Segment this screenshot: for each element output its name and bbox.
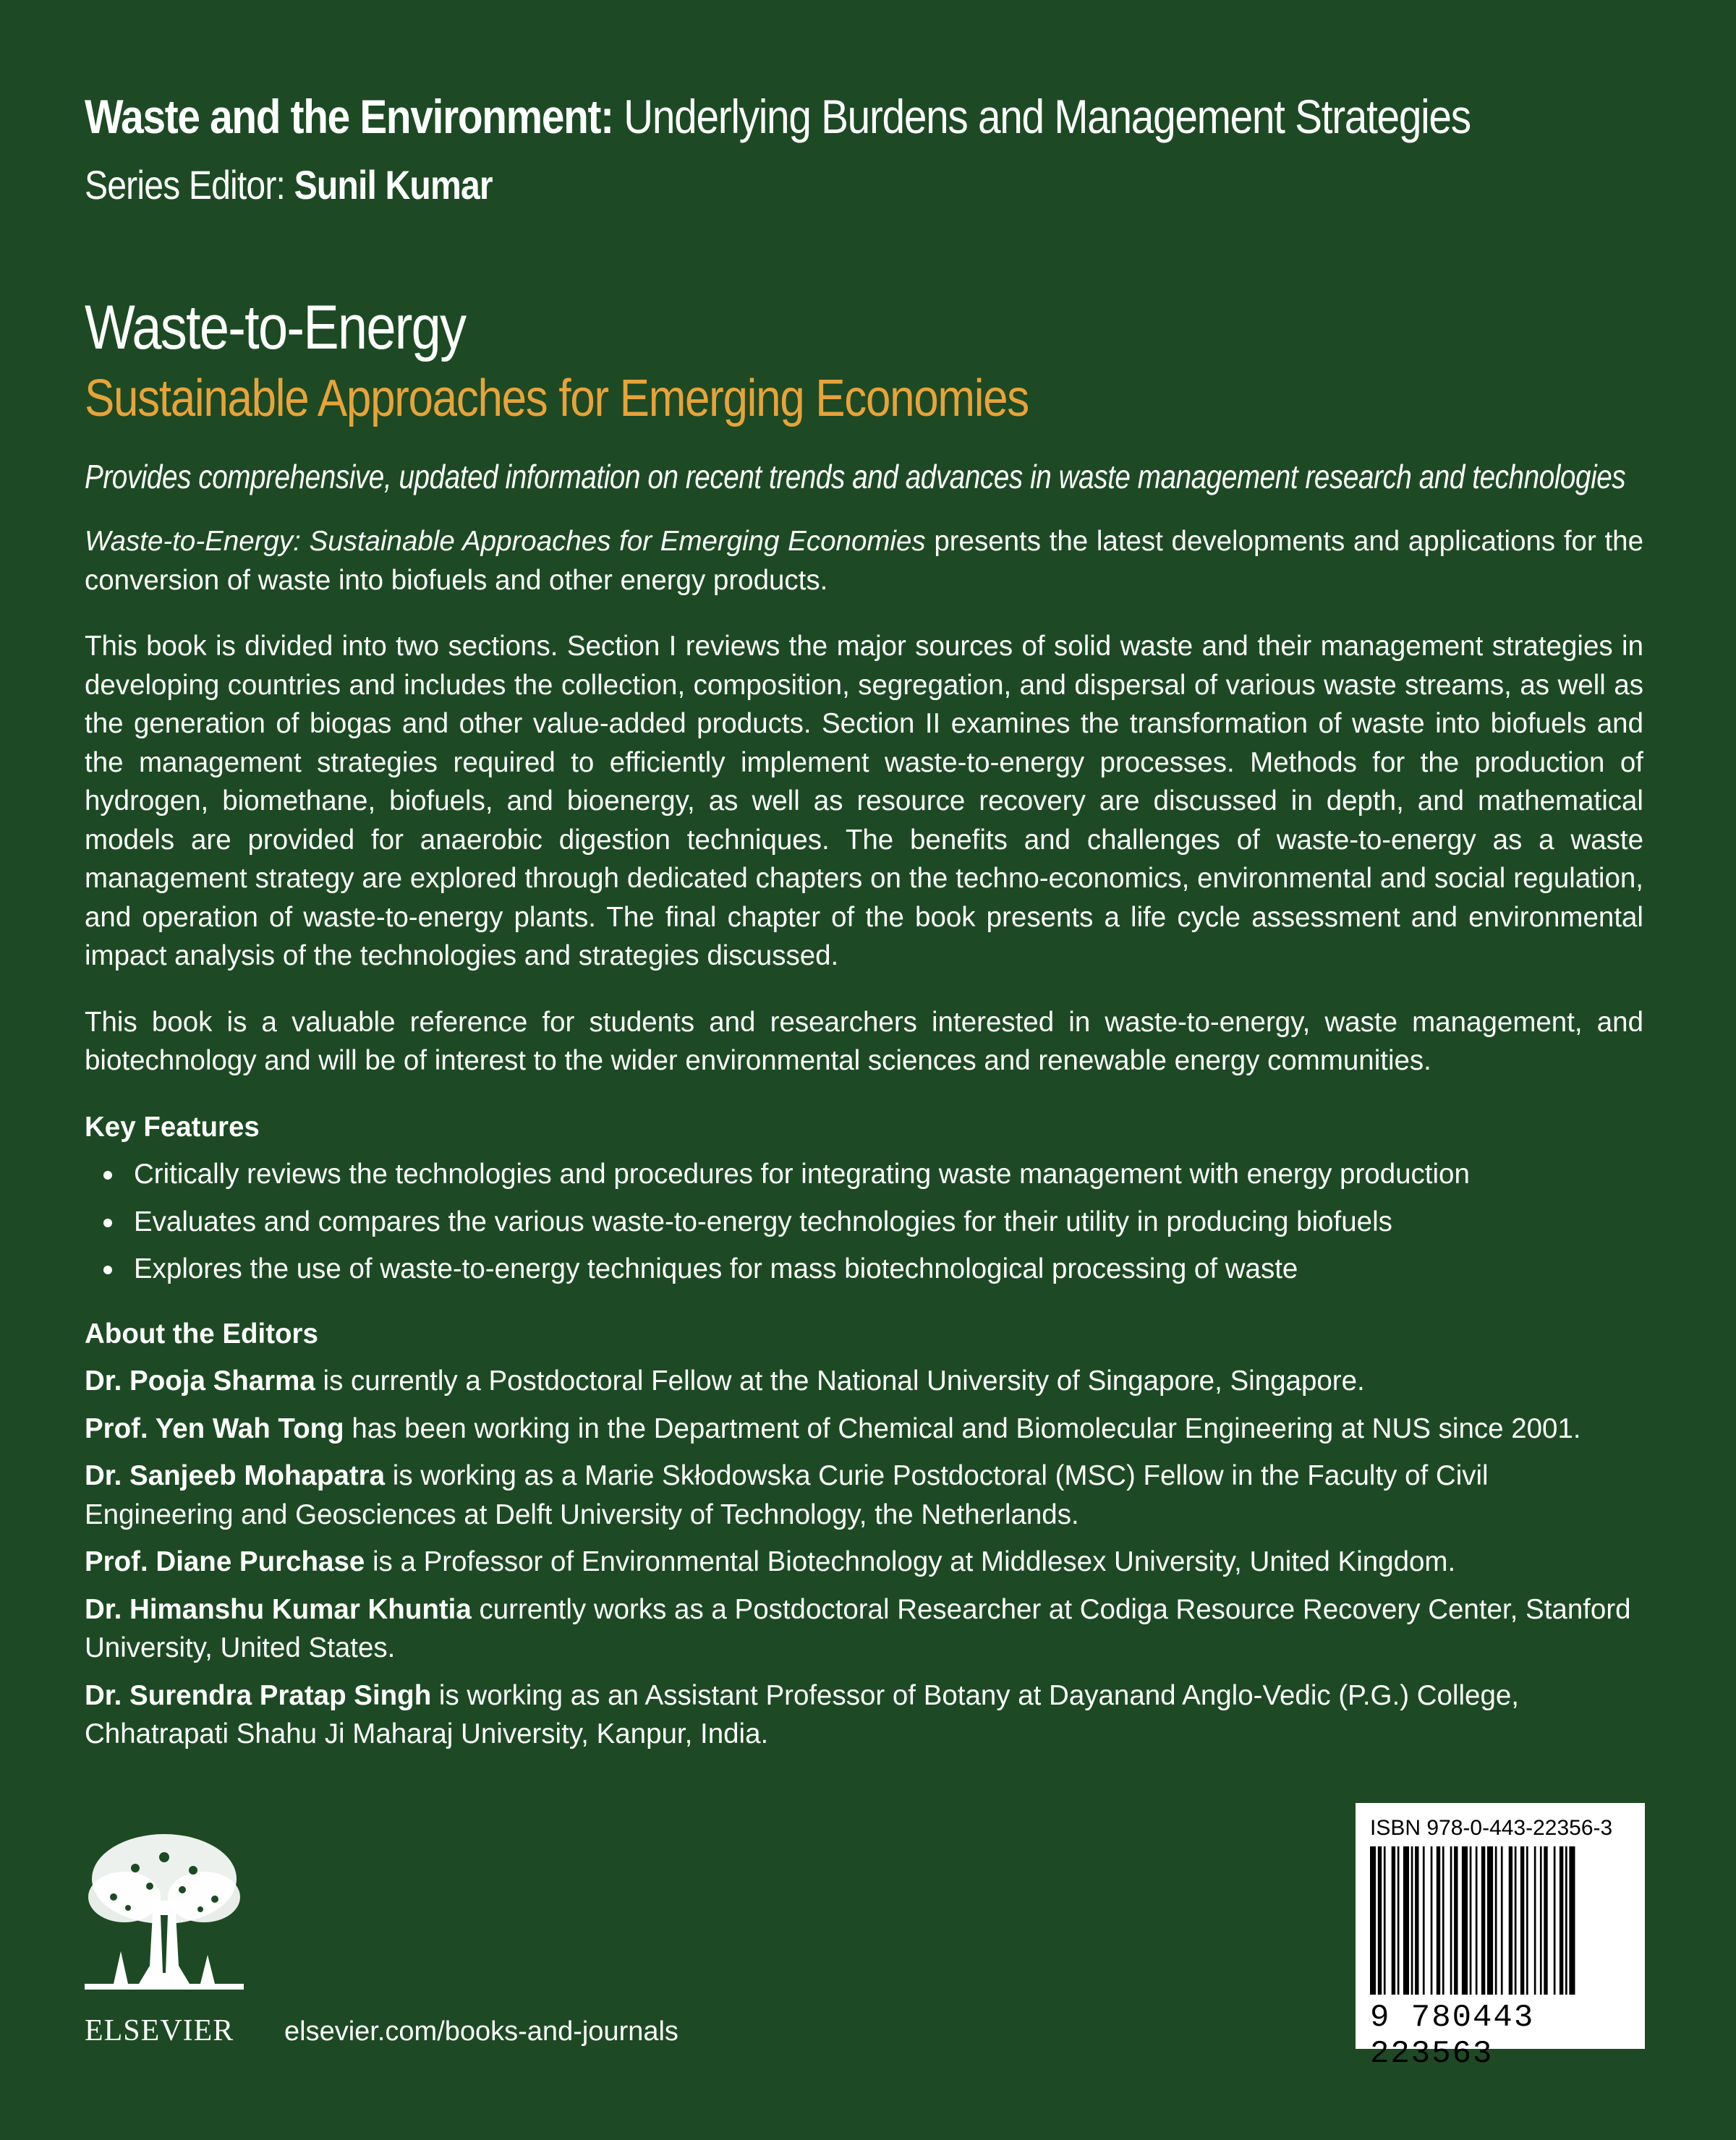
editor-entry: Dr. Pooja Sharma is currently a Postdoctoral Fellow at the National University of Singapore, Singapore. — [85, 1365, 1365, 1397]
editor-entry: Prof. Yen Wah Tong has been working in the Department of Chemical and Biomolecular Engineering at NUS since 2001. — [85, 1412, 1581, 1444]
book-subtitle: Sustainable Approaches for Emerging Economies — [85, 370, 1029, 427]
editor-entry: Prof. Diane Purchase is a Professor of Environmental Biotechnology at Middlesex University, United Kingdom. — [85, 1546, 1456, 1577]
barcode-number: 9 780443 223563 — [1370, 2000, 1535, 2072]
description-intro: Waste-to-Energy: Sustainable Approaches for Emerging Economies presents the latest developments and applications for the conversion of waste into biofuels and other energy products. — [85, 526, 1643, 596]
elsevier-tree-logo — [85, 1828, 244, 2009]
elsevier-wordmark: ELSEVIER — [85, 2014, 234, 2047]
series-title: Waste and the Environment: Underlying Burdens and Management Strategies — [85, 90, 1471, 143]
about-editors-heading: About the Editors — [85, 1318, 318, 1350]
key-features-list — [85, 1155, 1643, 1289]
key-features-heading: Key Features — [85, 1111, 260, 1143]
book-title: Waste-to-Energy — [85, 293, 466, 362]
editor-entry: Dr. Sanjeeb Mohapatra is working as a Marie Skłodowska Curie Postdoctoral (MSC) Fellow in the Faculty of Civil Engineering and Geosciences at Delft University of Technology, the Netherlands. — [85, 1460, 1489, 1530]
feature-item: Critically reviews the technologies and procedures for integrating waste management with energy production — [85, 1155, 1643, 1194]
publisher-url[interactable]: elsevier.com/books-and-journals — [284, 2016, 678, 2047]
series-editor: Series Editor: Sunil Kumar — [85, 162, 493, 208]
description-paragraph: This book is a valuable reference for students and researchers interested in waste-to-energy, waste management, and biotechnology and will be of interest to the wider environmental sciences and renewable energy communities. — [85, 1006, 1643, 1076]
editor-entry: Dr. Surendra Pratap Singh is working as an Assistant Professor of Botany at Dayanand Anglo-Vedic (P.G.) College, Chhatrapati Shahu Ji Maharaj University, Kanpur, India. — [85, 1679, 1519, 1749]
book-tagline: Provides comprehensive, updated information on recent trends and advances in waste management research and technologies — [85, 458, 1626, 495]
editor-entry: Dr. Himanshu Kumar Khuntia currently works as a Postdoctoral Researcher at Codiga Resource Recovery Center, Stanford University, United States. — [85, 1593, 1631, 1663]
barcode-icon — [1370, 1846, 1630, 1998]
description-paragraph: This book is divided into two sections. Section I reviews the major sources of solid waste and their management strategies in developing countries and includes the collection, composition, segregation, and dispersal of various waste streams, as well as the generation of biogas and other value-added products. Section II examines the transformation of waste into biofuels and the management strategies required to efficiently implement waste-to-energy processes. Methods for the production of hydrogen, biomethane, biofuels, and bioenergy, as well as resource recovery are discussed in depth, and mathematical models are provided for anaerobic digestion techniques. The benefits and challenges of waste-to-energy as a waste management strategy are explored through dedicated chapters on the techno-economics, environmental and social regulation, and operation of waste-to-energy plants. The final chapter of the book presents a life cycle assessment and environmental impact analysis of the technologies and strategies discussed. — [85, 631, 1643, 971]
feature-item: Explores the use of waste-to-energy techniques for mass biotechnological processing of waste — [85, 1250, 1643, 1289]
isbn-label: ISBN 978-0-443-22356-3 — [1370, 1816, 1613, 1840]
feature-item: Evaluates and compares the various waste-to-energy technologies for their utility in producing biofuels — [85, 1203, 1643, 1242]
isbn-barcode-box — [1356, 1803, 1645, 2072]
description — [85, 522, 1643, 1762]
